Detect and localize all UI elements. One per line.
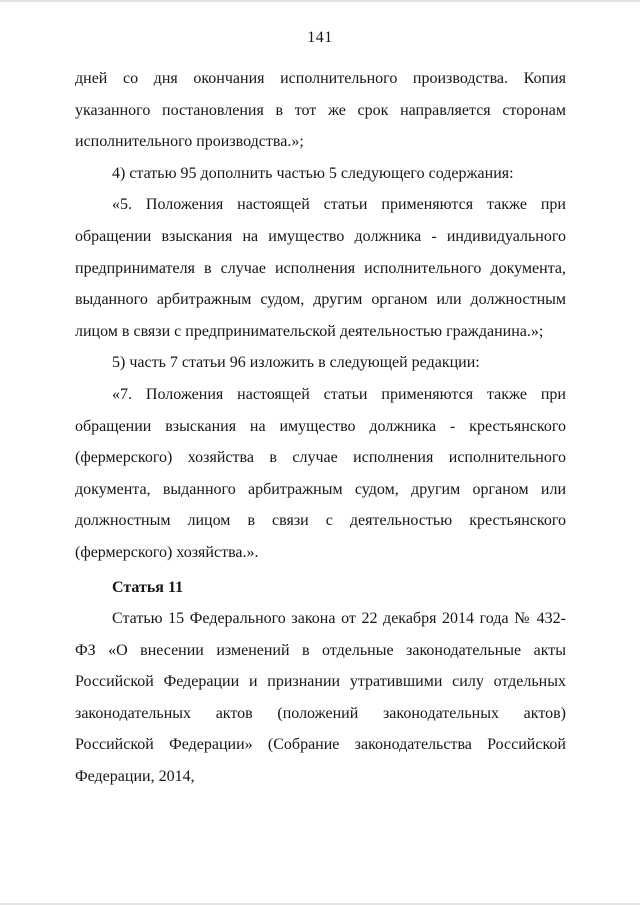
paragraph: Статью 15 Федерального закона от 22 декабря 2014 года № 432-ФЗ «О внесении изменений в отдельные законодательные акты Российской Федерации и признании утратившими силу отдельных законодательных актов (положений законодательных актов) Российской Федерации» (Собрание законодательства Российской Федерации, 2014, <box>75 610 566 786</box>
paragraph: «5. Положения настоящей статьи применяются также при обращении взыскания на имущество должника - индивидуального предпринимателя в случае исполнения исполнительного документа, выданного арбитражным судом, другим органом или должностным лицом в связи с предпринимательской деятельностью гражданина.»; <box>75 196 566 340</box>
paragraph: 5) часть 7 статьи 96 изложить в следующей редакции: <box>112 354 480 372</box>
paragraph: «7. Положения настоящей статьи применяются также при обращении взыскания на имущество должника - крестьянского (фермерского) хозяйства в случае исполнения исполнительного документа, выданного арбитражным судом, другим органом или должностным лицом в связи с деятельностью крестьянского (фермерского) хозяйства.». <box>75 385 566 561</box>
document-body <box>75 63 566 793</box>
paragraph: дней со дня окончания исполнительного производства. Копия указанного постановления в тот же срок направляется сторонам исполнительного производства.»; <box>75 70 566 151</box>
page-number: 141 <box>307 29 333 46</box>
article-heading: Статья 11 <box>112 578 184 596</box>
paragraph: 4) статью 95 дополнить частью 5 следующего содержания: <box>112 164 514 182</box>
